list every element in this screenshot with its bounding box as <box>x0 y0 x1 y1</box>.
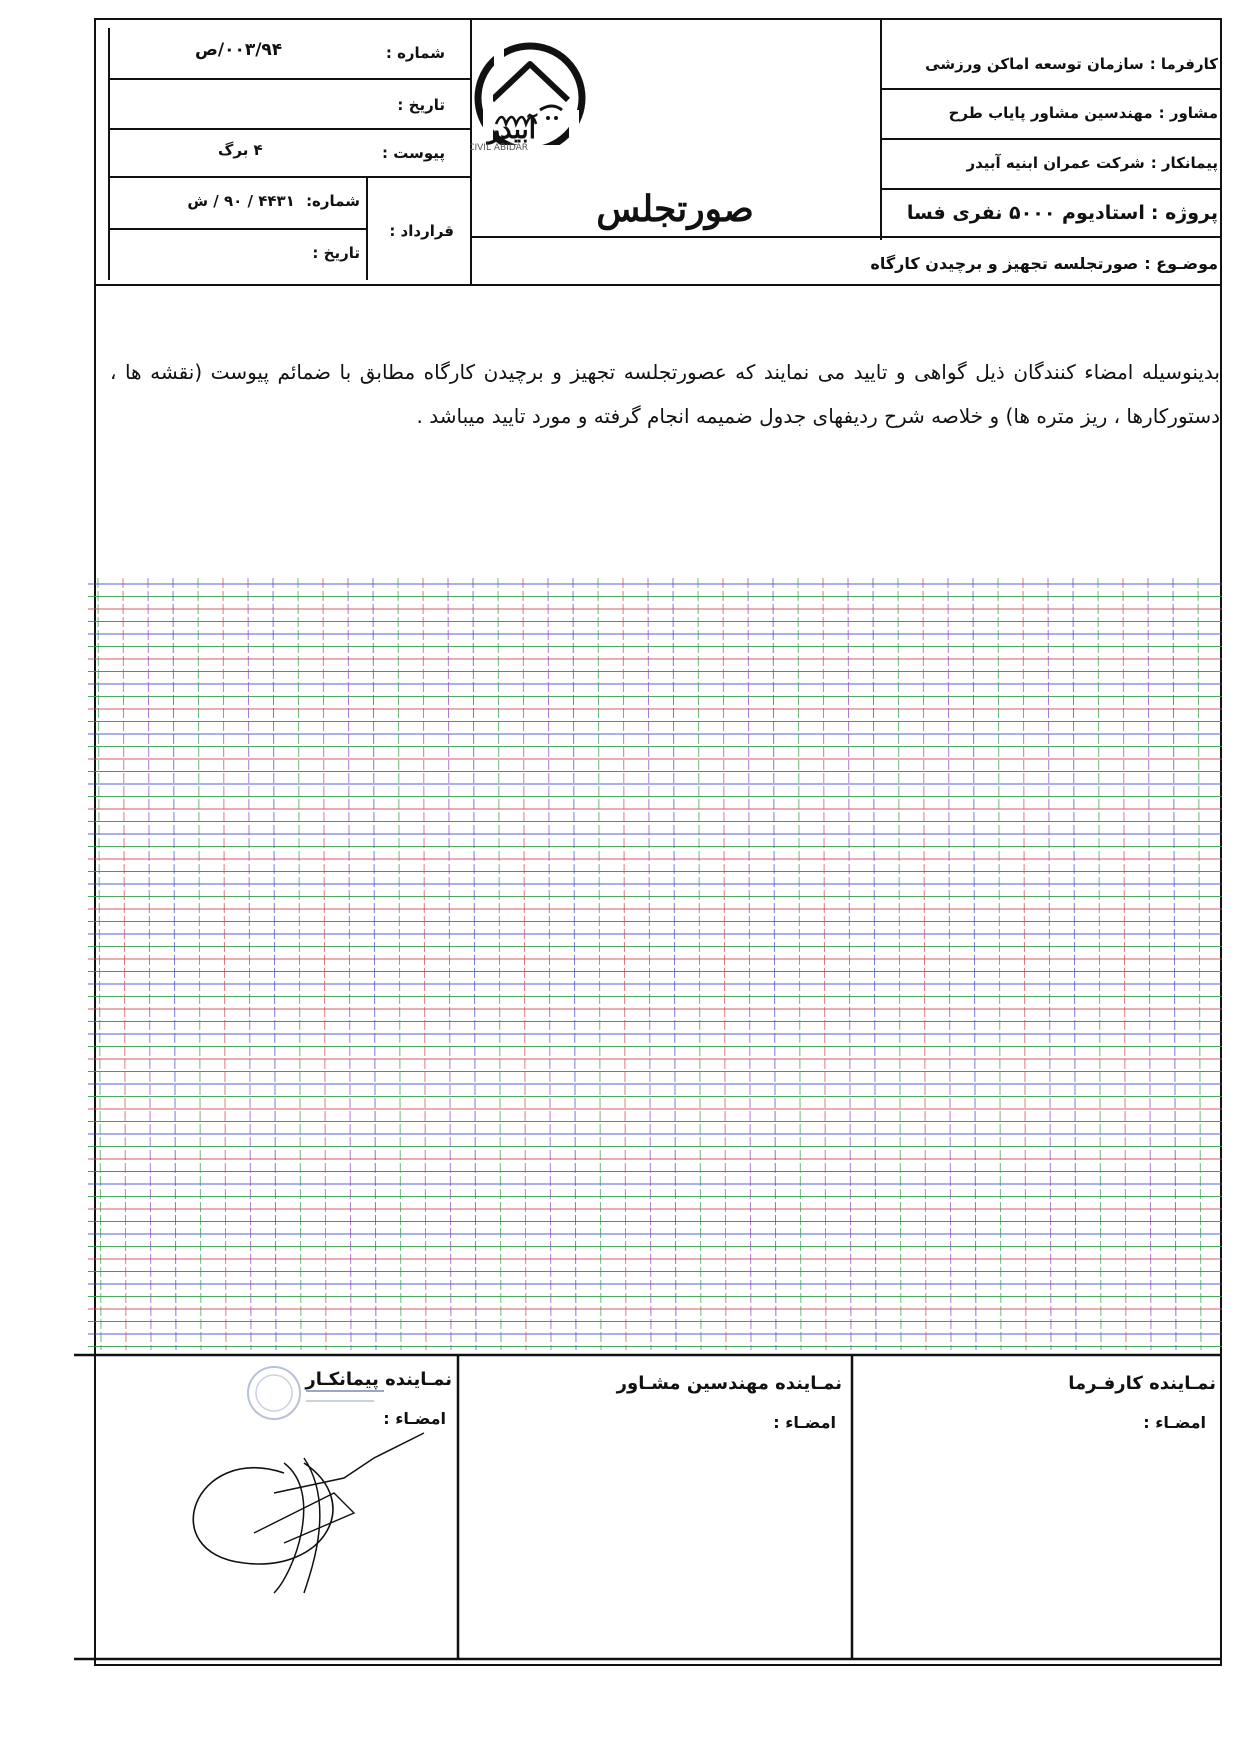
number-label: شماره : <box>385 44 445 62</box>
title-cell <box>470 186 880 236</box>
left-row-rule-3 <box>108 176 470 178</box>
title-bottom-rule <box>470 236 1222 238</box>
contract-divider <box>366 176 368 280</box>
number-value: ۰۰۳/۹۴/ص <box>195 40 283 60</box>
employer-value: سازمان توسعه اماکن ورزشی <box>925 55 1144 73</box>
header-outer-left-line <box>108 28 110 280</box>
company-logo <box>470 40 630 155</box>
left-row-rule-2 <box>108 128 470 130</box>
header-right-divider <box>880 18 882 240</box>
employer-field <box>925 55 1218 73</box>
project-value: استادیوم ۵۰۰۰ نفری فسا <box>906 202 1145 224</box>
attachment-field <box>376 144 445 162</box>
left-row-rule-1 <box>108 78 470 80</box>
contractor-sign-label: امضـاء : <box>383 1409 446 1428</box>
contract-number-value: ۴۴۳۱ / ۹۰ / ش <box>187 192 295 210</box>
subject-field <box>870 254 1218 273</box>
consultant-label: مشاور : <box>1158 104 1218 122</box>
attachment-value: ۴ برگ <box>218 141 263 159</box>
body-paragraph: بدینوسیله امضاء کنندگان ذیل گواهی و تایید می نمایند که عصورتجلسه تجهیز و برچیدن کارگاه مطابق با ضمائم پیوست (نقشه ها ، دستورکارها ، ریز متره ها) و خلاصه شرح ردیفهای جدول ضمیمه انجام گرفته و مورد تایید میباشد . <box>110 360 1220 428</box>
contract-label: قرارداد : <box>389 222 454 240</box>
contract-number-field <box>187 192 360 210</box>
document-title: صورتجلس <box>596 188 754 230</box>
project-field <box>907 202 1218 224</box>
logo-brand-text: آبیدر <box>487 115 536 145</box>
subject-value: صورتجلسه تجهیز و برچیدن کارگاه <box>870 254 1139 273</box>
date-label: تاریخ : <box>397 96 445 114</box>
contractor-rep-title: نمـاینده پیمانکـار <box>305 1369 452 1390</box>
consultant-field <box>949 104 1218 122</box>
project-label: پروژه : <box>1150 202 1218 224</box>
logo-latin-text: CIVIL ABIDAR <box>470 143 528 153</box>
left-row-rule-4 <box>108 228 366 230</box>
grid-lines <box>88 578 1222 1350</box>
contract-date-label: تاریخ : <box>312 244 360 262</box>
consultant-value: مهندسین مشاور پایاب طرح <box>948 104 1153 122</box>
header-bottom-rule <box>94 284 1222 286</box>
number-field <box>380 44 445 62</box>
employer-sign-label: امضـاء : <box>1143 1413 1206 1432</box>
consultant-rep-title: نمـاینده مهندسین مشـاور <box>616 1373 842 1394</box>
signature-section <box>74 1353 1222 1661</box>
employer-label: کارفرما : <box>1149 55 1218 73</box>
right-row-rule-1 <box>880 88 1222 90</box>
right-row-rule-3 <box>880 188 1222 190</box>
right-row-rule-2 <box>880 138 1222 140</box>
contractor-label: پیمانکار : <box>1150 154 1218 172</box>
date-field <box>391 96 445 114</box>
contract-date-field <box>306 244 360 262</box>
consultant-sign-label: امضـاء : <box>773 1413 836 1432</box>
employer-rep-title: نمـاینده کارفـرما <box>1068 1373 1216 1394</box>
attachment-label: پیوست : <box>381 144 445 162</box>
contractor-field <box>966 154 1218 172</box>
subject-label: موضـوع : <box>1144 254 1218 273</box>
house-logo-icon <box>470 40 630 155</box>
grid-paper <box>88 578 1222 1350</box>
contractor-signature-stamp <box>134 1363 434 1613</box>
contractor-value: شرکت عمران ابنیه آبیدر <box>966 154 1145 172</box>
contract-number-label: شماره: <box>306 192 360 210</box>
